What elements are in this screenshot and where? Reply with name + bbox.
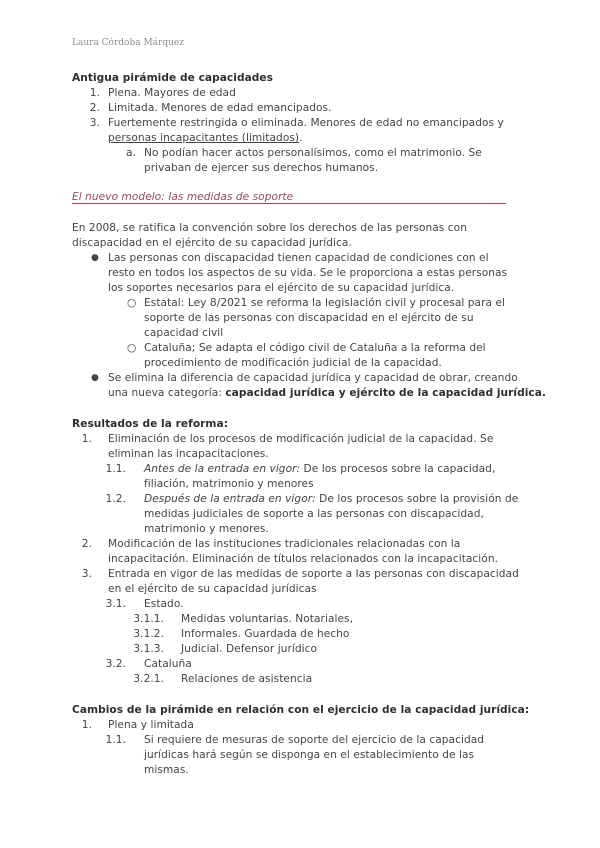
hollow-bullet-icon: ○ [127, 297, 137, 309]
sub-bullet-continuation: capacidad civil [144, 327, 224, 339]
sub-bullet-item: Cataluña; Se adapta el código civil de Cataluña a la reforma del [144, 342, 486, 354]
hollow-bullet-icon: ○ [127, 342, 137, 354]
list-letter: a. [126, 147, 136, 159]
list-subitem: Si requiere de mesuras de soporte del ejercicio de la capacidad [144, 734, 485, 746]
list-number: 1.1. [105, 463, 126, 475]
list-item-continuation [108, 131, 303, 146]
list-item: Plena. Mayores de edad [108, 87, 236, 99]
list-number: 1.1. [105, 734, 126, 746]
section-heading-resultados: Resultados de la reforma: [72, 418, 229, 430]
sub-bullet-continuation: procedimiento de modificación judicial de la capacidad. [144, 357, 442, 369]
sub-bullet-continuation: soporte de las personas con discapacidad en el ejército de su [144, 312, 474, 324]
list-item: Limitada. Menores de edad emancipados. [108, 102, 332, 114]
bullet-dot-icon: ● [91, 373, 99, 383]
list-item: Plena y limitada [108, 719, 194, 731]
list-number: 3. [89, 117, 100, 129]
paragraph-line: discapacidad en el ejército de su capacidad jurídica. [72, 237, 352, 249]
list-subitem: No podían hacer actos personalísimos, como el matrimonio. Se [144, 147, 482, 159]
list-subitem-continuation: matrimonio y menores. [144, 523, 269, 535]
text: De los procesos sobre la capacidad, [300, 463, 496, 475]
list-number: 3.2.1. [133, 673, 164, 685]
bullet-item-continuation: los soportes necesarios para el ejército de su capacidad jurídica. [108, 282, 455, 294]
list-number: 3.2. [105, 658, 126, 670]
list-subitem-continuation: filiación, matrimonio y menores [144, 478, 314, 490]
section-title-nuevo-modelo: El nuevo modelo: las medidas de soporte [72, 191, 294, 203]
bullet-dot-icon: ● [91, 253, 99, 263]
text: una nueva categoría: [108, 387, 226, 399]
list-subitem-continuation: privaban de ejercer sus derechos humanos. [144, 162, 379, 174]
list-item: Modificación de las instituciones tradicionales relacionadas con la [108, 538, 461, 550]
bullet-item-continuation: resto en todos los aspectos de su vida. Se le proporciona a estas personas [108, 267, 508, 279]
list-subsubitem: Informales. Guardada de hecho [181, 628, 350, 640]
list-number: 2. [89, 102, 100, 114]
list-subitem-continuation: medidas judiciales de soporte a las personas con discapacidad, [144, 508, 484, 520]
list-number: 2. [81, 538, 92, 550]
italic-text: Después de la entrada en vigor: [144, 493, 316, 505]
list-number: 3.1.2. [133, 628, 164, 640]
list-item-continuation: en el ejército de su capacidad jurídicas [108, 583, 317, 595]
list-subitem: Estado. [144, 598, 184, 610]
list-number: 1. [81, 719, 92, 731]
list-item-continuation: eliminan las incapacitaciones. [108, 448, 269, 460]
bullet-item-continuation [108, 386, 546, 401]
list-item: Fuertemente restringida o eliminada. Menores de edad no emancipados y [108, 117, 504, 129]
underlined-text: personas incapacitantes (limitados) [108, 132, 300, 144]
list-number: 3. [81, 568, 92, 580]
italic-text: Antes de la entrada en vigor: [144, 463, 301, 475]
list-subsubitem: Medidas voluntarias. Notariales, [181, 613, 354, 625]
bullet-item: Las personas con discapacidad tienen capacidad de condiciones con el [108, 252, 489, 264]
section-heading-cambios: Cambios de la pirámide en relación con el ejercicio de la capacidad jurídica: [72, 704, 530, 716]
list-subsubitem: Relaciones de asistencia [181, 673, 313, 685]
list-subitem [144, 462, 495, 477]
list-number: 3.1. [105, 598, 126, 610]
bold-text: capacidad jurídica y ejército de la capacidad jurídica. [225, 387, 546, 399]
list-subitem: Cataluña [144, 658, 192, 670]
list-item: Eliminación de los procesos de modificación judicial de la capacidad. Se [108, 433, 494, 445]
list-subitem-continuation: mismas. [144, 764, 189, 776]
list-subsubitem: Judicial. Defensor jurídico [181, 643, 318, 655]
paragraph-line: En 2008, se ratifica la convención sobre los derechos de las personas con [72, 222, 467, 234]
list-number: 1. [81, 433, 92, 445]
list-number: 1. [89, 87, 100, 99]
sub-bullet-item: Estatal: Ley 8/2021 se reforma la legislación civil y procesal para el [144, 297, 506, 309]
list-item-continuation: incapacitación. Eliminación de títulos relacionados con la incapacitación. [108, 553, 499, 565]
list-subitem-continuation: jurídicas hará según se disponga en el establecimiento de las [144, 749, 475, 761]
list-item: Entrada en vigor de las medidas de soporte a las personas con discapacidad [108, 568, 519, 580]
list-number: 1.2. [105, 493, 126, 505]
section-title-rule [72, 203, 506, 204]
page-header-author: Laura Córdoba Márquez [72, 38, 184, 48]
list-number: 3.1.3. [133, 643, 164, 655]
bullet-item: Se elimina la diferencia de capacidad jurídica y capacidad de obrar, creando [108, 372, 518, 384]
list-subitem [144, 492, 518, 507]
text: . [299, 132, 303, 144]
text: De los procesos sobre la provisión de [315, 493, 519, 505]
list-number: 3.1.1. [133, 613, 164, 625]
section-heading-antigua: Antigua pirámide de capacidades [72, 72, 273, 84]
